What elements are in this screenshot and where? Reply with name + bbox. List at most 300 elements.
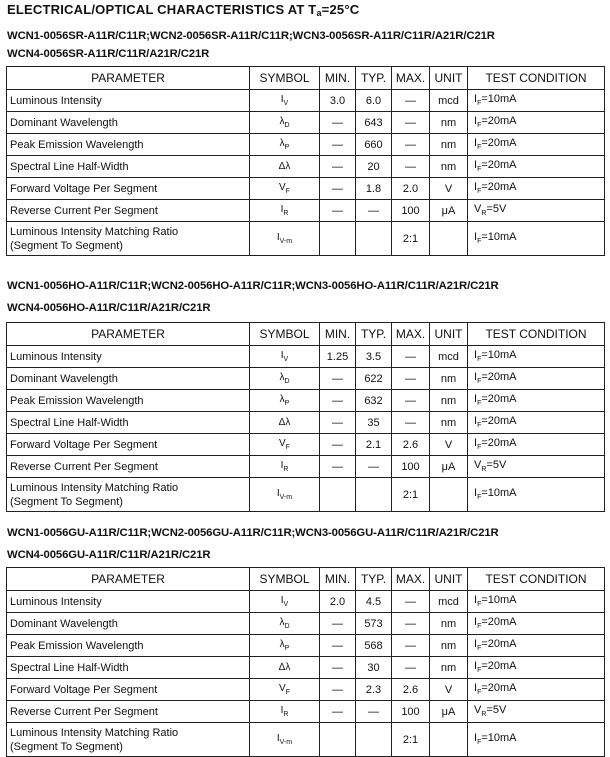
title-subscript: a <box>316 8 322 18</box>
table-header-row <box>7 67 605 90</box>
unit-cell: nm <box>430 635 468 657</box>
condition-value: =10mA <box>481 594 517 607</box>
table-row <box>7 156 605 178</box>
table-row <box>7 456 605 478</box>
test-condition-cell <box>468 456 605 478</box>
condition-subscript: F <box>477 144 482 152</box>
symbol-cell <box>250 156 320 178</box>
condition-subscript: F <box>477 122 482 130</box>
symbol-cell <box>250 635 320 657</box>
condition-value: =20mA <box>481 371 517 384</box>
test-condition-cell <box>468 679 605 701</box>
condition-base: I <box>474 732 478 745</box>
condition-base: I <box>474 115 478 128</box>
symbol-cell <box>250 90 320 112</box>
min-cell <box>320 723 356 757</box>
max-cell: — <box>392 390 430 412</box>
symbol-cell <box>250 723 320 757</box>
symbol-base: Δλ <box>278 662 291 673</box>
min-cell: — <box>320 368 356 390</box>
condition-base: I <box>474 437 478 450</box>
table-row <box>7 90 605 112</box>
condition-subscript: R <box>481 466 487 474</box>
typ-cell: 4.5 <box>356 591 392 613</box>
test-condition-cell <box>468 613 605 635</box>
column-header: UNIT <box>430 568 468 591</box>
min-cell: — <box>320 679 356 701</box>
column-header: MAX. <box>392 67 430 90</box>
symbol-cell <box>250 368 320 390</box>
unit-cell: nm <box>430 134 468 156</box>
table-row <box>7 701 605 723</box>
max-cell: — <box>392 368 430 390</box>
condition-subscript: F <box>477 422 482 430</box>
symbol-subscript: R <box>283 711 289 718</box>
parameter-cell <box>7 679 250 701</box>
unit-cell: μA <box>430 701 468 723</box>
typ-cell: 20 <box>356 156 392 178</box>
unit-cell <box>430 478 468 512</box>
unit-cell: nm <box>430 412 468 434</box>
test-condition-cell <box>468 412 605 434</box>
parameter-cell <box>7 134 250 156</box>
column-header: MIN. <box>320 568 356 591</box>
typ-cell: 2.1 <box>356 434 392 456</box>
condition-subscript: F <box>477 739 482 747</box>
characteristics-table <box>6 66 605 256</box>
column-header: MAX. <box>392 568 430 591</box>
symbol-base: λ <box>279 617 285 628</box>
parameter-name: Luminous Intensity Matching Ratio <box>10 726 179 739</box>
typ-cell: 632 <box>356 390 392 412</box>
min-cell: — <box>320 635 356 657</box>
table-header-row <box>7 323 605 346</box>
column-header: SYMBOL <box>250 323 320 346</box>
unit-cell: mcd <box>430 346 468 368</box>
parameter-cell <box>7 390 250 412</box>
symbol-subscript: D <box>284 378 290 385</box>
parameter-cell <box>7 456 250 478</box>
min-cell: — <box>320 156 356 178</box>
symbol-subscript: R <box>283 210 289 217</box>
condition-base: I <box>474 159 478 172</box>
parameter-name: Forward Voltage Per Segment <box>10 683 158 696</box>
symbol-cell <box>250 134 320 156</box>
condition-value: =20mA <box>481 616 517 629</box>
parameter-name: Dominant Wavelength <box>10 372 118 385</box>
test-condition-cell <box>468 434 605 456</box>
max-cell: 100 <box>392 701 430 723</box>
min-cell: — <box>320 390 356 412</box>
symbol-subscript: V-m <box>279 739 293 746</box>
min-cell: — <box>320 613 356 635</box>
min-cell: — <box>320 456 356 478</box>
min-cell <box>320 222 356 256</box>
condition-base: I <box>474 594 478 607</box>
condition-value: =20mA <box>481 638 517 651</box>
test-condition-cell <box>468 368 605 390</box>
typ-cell: — <box>356 456 392 478</box>
column-header: PARAMETER <box>7 323 250 346</box>
condition-value: =20mA <box>481 393 517 406</box>
min-cell: — <box>320 134 356 156</box>
symbol-subscript: F <box>285 689 290 696</box>
condition-base: I <box>474 93 478 106</box>
symbol-base: λ <box>279 639 285 650</box>
symbol-cell <box>250 412 320 434</box>
condition-subscript: F <box>477 100 482 108</box>
part-numbers-line-1: WCN1-0056HO-A11R/C11R;WCN2-0056HO-A11R/C11R;WCN3-0056HO-A11R/C11R/A21R/C21R <box>7 280 499 292</box>
condition-value: =10mA <box>481 349 517 362</box>
unit-cell: nm <box>430 613 468 635</box>
condition-value: =20mA <box>481 181 517 194</box>
max-cell: 2.0 <box>392 178 430 200</box>
parameter-name: Reverse Current Per Segment <box>10 705 158 718</box>
test-condition-cell <box>468 112 605 134</box>
column-header: TYP. <box>356 67 392 90</box>
max-cell: — <box>392 635 430 657</box>
symbol-base: λ <box>279 138 285 149</box>
condition-base: I <box>474 181 478 194</box>
typ-cell <box>356 222 392 256</box>
column-header: TEST CONDITION <box>468 568 605 591</box>
symbol-base: Δλ <box>278 417 291 428</box>
symbol-subscript: R <box>283 466 289 473</box>
condition-subscript: F <box>477 601 482 609</box>
typ-cell: 35 <box>356 412 392 434</box>
symbol-cell <box>250 200 320 222</box>
condition-subscript: F <box>477 188 482 196</box>
parameter-cell <box>7 222 250 256</box>
symbol-base: I <box>280 460 284 471</box>
unit-cell: V <box>430 434 468 456</box>
parameter-cell <box>7 200 250 222</box>
typ-cell: 2.3 <box>356 679 392 701</box>
symbol-cell <box>250 178 320 200</box>
table-row <box>7 478 605 512</box>
table-row <box>7 723 605 757</box>
max-cell: — <box>392 90 430 112</box>
condition-value: =20mA <box>481 437 517 450</box>
unit-cell <box>430 723 468 757</box>
table-row <box>7 591 605 613</box>
condition-base: I <box>474 393 478 406</box>
max-cell: 2:1 <box>392 222 430 256</box>
unit-cell: nm <box>430 368 468 390</box>
table-header-row <box>7 568 605 591</box>
test-condition-cell <box>468 90 605 112</box>
symbol-cell <box>250 701 320 723</box>
typ-cell <box>356 723 392 757</box>
symbol-base: λ <box>279 372 285 383</box>
condition-base: I <box>474 487 478 500</box>
characteristics-table <box>6 322 605 512</box>
condition-subscript: F <box>477 645 482 653</box>
parameter-name: Dominant Wavelength <box>10 116 118 129</box>
typ-cell: 643 <box>356 112 392 134</box>
column-header: PARAMETER <box>7 67 250 90</box>
table-row <box>7 390 605 412</box>
unit-cell: mcd <box>430 591 468 613</box>
parameter-cell <box>7 90 250 112</box>
symbol-subscript: V <box>283 356 289 363</box>
parameter-name: Luminous Intensity Matching Ratio <box>10 481 179 494</box>
min-cell: 1.25 <box>320 346 356 368</box>
symbol-cell <box>250 478 320 512</box>
unit-cell: nm <box>430 156 468 178</box>
test-condition-cell <box>468 222 605 256</box>
symbol-cell <box>250 456 320 478</box>
symbol-base: λ <box>279 116 285 127</box>
symbol-cell <box>250 679 320 701</box>
condition-subscript: F <box>477 166 482 174</box>
test-condition-cell <box>468 701 605 723</box>
parameter-cell <box>7 591 250 613</box>
condition-base: I <box>474 137 478 150</box>
min-cell: 3.0 <box>320 90 356 112</box>
parameter-cell <box>7 434 250 456</box>
min-cell: 2.0 <box>320 591 356 613</box>
typ-cell: — <box>356 200 392 222</box>
condition-subscript: F <box>477 356 482 364</box>
typ-cell: 30 <box>356 657 392 679</box>
column-header: PARAMETER <box>7 568 250 591</box>
test-condition-cell <box>468 178 605 200</box>
condition-value: =20mA <box>481 137 517 150</box>
parameter-name: Luminous Intensity <box>10 350 102 363</box>
table-row <box>7 200 605 222</box>
symbol-base: I <box>280 595 284 606</box>
part-numbers-line-1: WCN1-0056GU-A11R/C11R;WCN2-0056GU-A11R/C11R;WCN3-0056GU-A11R/C11R/A21R/C21R <box>7 527 499 539</box>
parameter-cell <box>7 178 250 200</box>
unit-cell: mcd <box>430 90 468 112</box>
unit-cell: nm <box>430 112 468 134</box>
symbol-subscript: V <box>283 601 289 608</box>
min-cell <box>320 478 356 512</box>
symbol-cell <box>250 112 320 134</box>
symbol-subscript: P <box>284 144 290 151</box>
symbol-subscript: V <box>283 100 289 107</box>
parameter-cell <box>7 412 250 434</box>
condition-base: V <box>474 704 482 717</box>
symbol-base: I <box>276 733 280 744</box>
parameter-name: Forward Voltage Per Segment <box>10 182 158 195</box>
symbol-cell <box>250 613 320 635</box>
table-row <box>7 412 605 434</box>
symbol-subscript: V-m <box>279 494 293 501</box>
column-header: MIN. <box>320 67 356 90</box>
max-cell: — <box>392 412 430 434</box>
symbol-cell <box>250 390 320 412</box>
max-cell: 100 <box>392 200 430 222</box>
min-cell: — <box>320 178 356 200</box>
test-condition-cell <box>468 390 605 412</box>
typ-cell: 6.0 <box>356 90 392 112</box>
parameter-name: Luminous Intensity <box>10 94 102 107</box>
test-condition-cell <box>468 657 605 679</box>
condition-subscript: F <box>477 238 482 246</box>
parameter-cell <box>7 701 250 723</box>
symbol-cell <box>250 222 320 256</box>
test-condition-cell <box>468 134 605 156</box>
symbol-subscript: F <box>285 188 290 195</box>
condition-subscript: R <box>481 210 487 218</box>
symbol-base: λ <box>279 394 285 405</box>
symbol-base: Δλ <box>278 161 291 172</box>
table-row <box>7 346 605 368</box>
condition-value: =20mA <box>481 159 517 172</box>
condition-value: =20mA <box>481 682 517 695</box>
min-cell: — <box>320 112 356 134</box>
column-header: MAX. <box>392 323 430 346</box>
test-condition-cell <box>468 200 605 222</box>
parameter-cell <box>7 723 250 757</box>
part-numbers-line-2: WCN4-0056SR-A11R/C11R/A21R/C21R <box>7 48 210 60</box>
symbol-cell <box>250 591 320 613</box>
test-condition-cell <box>468 635 605 657</box>
parameter-name: Reverse Current Per Segment <box>10 204 158 217</box>
column-header: TEST CONDITION <box>468 67 605 90</box>
symbol-cell <box>250 657 320 679</box>
table-row <box>7 613 605 635</box>
typ-cell: 568 <box>356 635 392 657</box>
column-header: SYMBOL <box>250 67 320 90</box>
column-header: TEST CONDITION <box>468 323 605 346</box>
symbol-subscript: F <box>285 444 290 451</box>
symbol-base: I <box>276 488 280 499</box>
symbol-base: V <box>279 683 286 694</box>
typ-cell: 573 <box>356 613 392 635</box>
condition-value: =20mA <box>481 415 517 428</box>
condition-base: I <box>474 371 478 384</box>
parameter-cell <box>7 112 250 134</box>
table-row <box>7 368 605 390</box>
parameter-cell <box>7 156 250 178</box>
max-cell: 2.6 <box>392 434 430 456</box>
condition-value: =5V <box>486 459 507 472</box>
parameter-cell <box>7 478 250 512</box>
symbol-cell <box>250 346 320 368</box>
table-row <box>7 657 605 679</box>
symbol-base: V <box>279 182 286 193</box>
min-cell: — <box>320 412 356 434</box>
symbol-base: I <box>280 350 284 361</box>
condition-base: I <box>474 415 478 428</box>
max-cell: — <box>392 657 430 679</box>
condition-subscript: F <box>477 494 482 502</box>
symbol-base: I <box>276 232 280 243</box>
symbol-base: V <box>279 438 286 449</box>
symbol-subscript: V-m <box>279 238 293 245</box>
symbol-subscript: D <box>284 122 290 129</box>
condition-base: I <box>474 682 478 695</box>
max-cell: — <box>392 134 430 156</box>
typ-cell: 3.5 <box>356 346 392 368</box>
max-cell: — <box>392 346 430 368</box>
typ-cell: — <box>356 701 392 723</box>
column-header: MIN. <box>320 323 356 346</box>
characteristics-table <box>6 567 605 757</box>
condition-subscript: F <box>477 400 482 408</box>
condition-value: =5V <box>486 203 507 216</box>
max-cell: 2:1 <box>392 478 430 512</box>
condition-value: =10mA <box>481 732 517 745</box>
parameter-note: (Segment To Segment) <box>10 740 123 753</box>
parameter-name: Luminous Intensity Matching Ratio <box>10 225 179 238</box>
max-cell: 2:1 <box>392 723 430 757</box>
condition-value: =10mA <box>481 231 517 244</box>
parameter-note: (Segment To Segment) <box>10 495 123 508</box>
table-row <box>7 222 605 256</box>
symbol-subscript: P <box>284 400 290 407</box>
unit-cell: nm <box>430 657 468 679</box>
condition-subscript: R <box>481 711 487 719</box>
column-header: UNIT <box>430 323 468 346</box>
column-header: TYP. <box>356 323 392 346</box>
symbol-base: I <box>280 705 284 716</box>
min-cell: — <box>320 701 356 723</box>
unit-cell: V <box>430 178 468 200</box>
part-numbers-line-2: WCN4-0056HO-A11R/C11R/A21R/C21R <box>7 302 211 314</box>
table-row <box>7 434 605 456</box>
typ-cell: 660 <box>356 134 392 156</box>
condition-value: =10mA <box>481 93 517 106</box>
typ-cell: 622 <box>356 368 392 390</box>
title-tail: =25°C <box>321 2 360 17</box>
test-condition-cell <box>468 591 605 613</box>
parameter-name: Peak Emission Wavelength <box>10 138 144 151</box>
column-header: UNIT <box>430 67 468 90</box>
symbol-base: I <box>280 204 284 215</box>
test-condition-cell <box>468 156 605 178</box>
part-numbers-line-2: WCN4-0056GU-A11R/C11R/A21R/C21R <box>7 549 211 561</box>
condition-value: =20mA <box>481 115 517 128</box>
unit-cell: μA <box>430 456 468 478</box>
unit-cell: μA <box>430 200 468 222</box>
test-condition-cell <box>468 723 605 757</box>
unit-cell <box>430 222 468 256</box>
condition-base: I <box>474 660 478 673</box>
parameter-cell <box>7 368 250 390</box>
condition-value: =5V <box>486 704 507 717</box>
condition-base: I <box>474 231 478 244</box>
condition-base: V <box>474 459 482 472</box>
max-cell: 2.6 <box>392 679 430 701</box>
typ-cell: 1.8 <box>356 178 392 200</box>
part-numbers-line-1: WCN1-0056SR-A11R/C11R;WCN2-0056SR-A11R/C11R;WCN3-0056SR-A11R/C11R/A21R/C21R <box>7 30 495 42</box>
condition-base: V <box>474 203 482 216</box>
test-condition-cell <box>468 346 605 368</box>
min-cell: — <box>320 434 356 456</box>
max-cell: — <box>392 613 430 635</box>
condition-subscript: F <box>477 667 482 675</box>
max-cell: — <box>392 156 430 178</box>
symbol-subscript: P <box>284 645 290 652</box>
parameter-cell <box>7 346 250 368</box>
parameter-name: Spectral Line Half-Width <box>10 416 129 429</box>
max-cell: — <box>392 591 430 613</box>
table-row <box>7 134 605 156</box>
max-cell: 100 <box>392 456 430 478</box>
condition-value: =20mA <box>481 660 517 673</box>
parameter-name: Spectral Line Half-Width <box>10 661 129 674</box>
parameter-name: Dominant Wavelength <box>10 617 118 630</box>
test-condition-cell <box>468 478 605 512</box>
condition-subscript: F <box>477 444 482 452</box>
condition-base: I <box>474 638 478 651</box>
table-row <box>7 635 605 657</box>
symbol-cell <box>250 434 320 456</box>
